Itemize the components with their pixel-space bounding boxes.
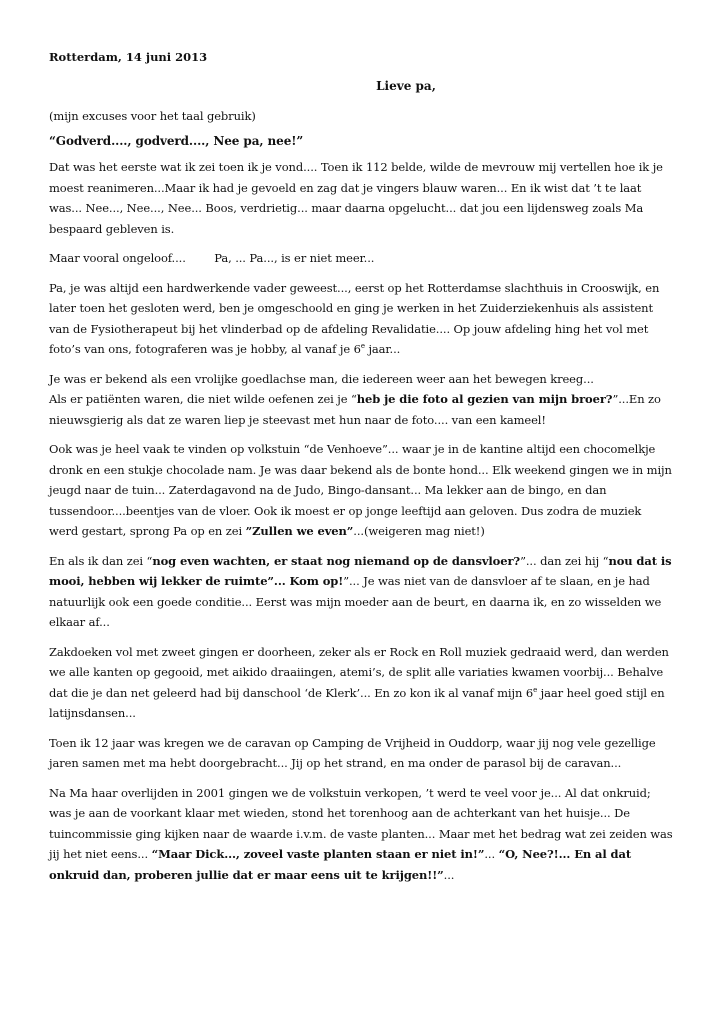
ordinal-suffix: e	[533, 685, 538, 694]
paragraph-3	[49, 278, 673, 360]
paragraph-8: Toen ik 12 jaar was kregen we de caravan op Camping de Vrijheid in Ouddorp, waar jij nog vele gezellige jaren samen met ma hebt doorgebracht... Jij op het strand, en ma onder de parasol bij de caravan...	[49, 735, 656, 770]
paragraph-9-end: ...	[443, 867, 455, 882]
paragraph-5-end: ...(weigeren mag niet!)	[353, 524, 485, 538]
ordinal-suffix: e	[360, 342, 365, 351]
paragraph-1: Dat was het eerste wat ik zei toen ik je vond.... Toen ik 112 belde, wilde de mevrouw mij vertellen hoe ik je moest reanimeren...Maar ik had je gevoeld en zag dat je vingers blauw waren... En ik wist dat ’t te laat was... Nee..., Nee..., Nee... Boos, verdrietig... maar daarna opgelucht... dat jou een lijdensweg zoals Ma bespaard gebleven is.	[49, 160, 663, 236]
paragraph-4-text: Als er patiënten waren, die niet wilde oefenen zei je “	[49, 392, 357, 406]
quote-onkruid: “O, Nee?!... En al dat onkruid dan, proberen jullie dat er maar eens uit te krijgen!!”	[49, 847, 632, 882]
paragraph-9-mid: ...	[484, 847, 499, 861]
paragraph-7-end: jaar heel goed stijl en latijnsdansen...	[49, 685, 665, 720]
letter-salutation: Lieve pa,	[376, 79, 436, 93]
paragraph-6	[49, 551, 673, 633]
paragraph-3-text: Pa, je was altijd een hardwerkende vader geweest..., eerst op het Rotterdamse slachthuis in Crooswijk, en later toen het gesloten werd, ben je omgeschoold en ging je werken in het Zuiderziekenhuis als assistent van de Fysiotherapeut bij het vlinderbad op de afdeling Revalidatie.... Op jouw afdeling hing het vol met foto’s van ons, fotograferen was je hobby, al vanaf je 6	[49, 280, 660, 356]
letter-date: Rotterdam, 14 juni 2013	[49, 50, 208, 64]
paragraph-6-end: ”... Je was niet van de dansvloer af te slaan, en je had natuurlijk ook een goede conditie... Eerst was mijn moeder aan de beurt, en daarna ik, en zo wisselden we elkaar af...	[49, 574, 662, 629]
paragraph-9	[49, 783, 673, 886]
paragraph-9-text: Na Ma haar overlijden in 2001 gingen we de volkstuin verkopen, ’t werd te veel voor je... Al dat onkruid; was je aan de voorkant klaar met wieden, stond het torenhoog aan de achterkant van het huisje... De tuincommissie ging kijken naar de waarde i.v.m. de vaste planten... Maar met het bedrag wat zei zeiden was jij het niet eens...	[49, 785, 673, 861]
paragraph-4	[49, 369, 673, 431]
paragraph-4-line-1: Je was er bekend als een vrolijke goedlachse man, die iedereen weer aan het bewegen kreeg...	[49, 371, 594, 386]
excuse-line: (mijn excuses voor het taal gebruik)	[49, 109, 256, 123]
opening-exclamation: “Godverd...., godverd...., Nee pa, nee!”	[49, 133, 304, 148]
quote-zullen-we-even: ”Zullen we even”	[245, 524, 354, 538]
paragraph-5	[49, 439, 673, 542]
paragraph-2: Maar vooral ongeloof.... Pa, ... Pa..., is er niet meer...	[49, 251, 375, 265]
paragraph-6-mid: ”... dan zei hij “	[520, 553, 609, 568]
paragraph-4-end: ”...En zo nieuwsgierig als dat ze waren liep je steevast met hun naar de foto.... van een kameel!	[49, 392, 661, 427]
paragraph-3-end: jaar...	[364, 342, 401, 356]
quote-nog-even-wachten: nog even wachten, er staat nog niemand op de dansvloer?	[152, 553, 521, 568]
paragraph-5-text: Ook was je heel vaak te vinden op volkstuin “de Venhoeve”... waar je in de kantine altijd een chocomelkje dronk en een stukje chocolade nam. Je was daar bekend als de bonte hond... Elk weekend gingen we in mijn jeugd naar de tuin... Zaterdagavond na de Judo, Bingo-dansant... Ma lekker aan de bingo, en dan tussendoor....beentjes van de vloer. Ook ik moest er op jonge leeftijd aan geloven. Dus zodra de muziek werd gestart, sprong Pa op en zei	[49, 442, 672, 538]
quote-photo-brother: heb je die foto al gezien van mijn broer?	[356, 392, 613, 406]
paragraph-7-text: Zakdoeken vol met zweet gingen er doorheen, zeker als er Rock en Roll muziek gedraaid werd, dan werden we alle kanten op gegooid, met aikido draaiingen, atemi’s, de split alle variaties kwamen voorbij... Behalve dat die je dan net geleerd had bij danschool ‘de Klerk’... En zo kon ik al vanaf mijn 6	[49, 644, 669, 700]
paragraph-6-text: En als ik dan zei “	[49, 553, 153, 568]
quote-kom-op: nou dat is mooi, hebben wij lekker de ruimte”... Kom op!	[49, 553, 672, 588]
quote-maar-dick: “Maar Dick..., zoveel vaste planten staan er niet in!”	[151, 847, 485, 861]
paragraph-7	[49, 642, 673, 724]
